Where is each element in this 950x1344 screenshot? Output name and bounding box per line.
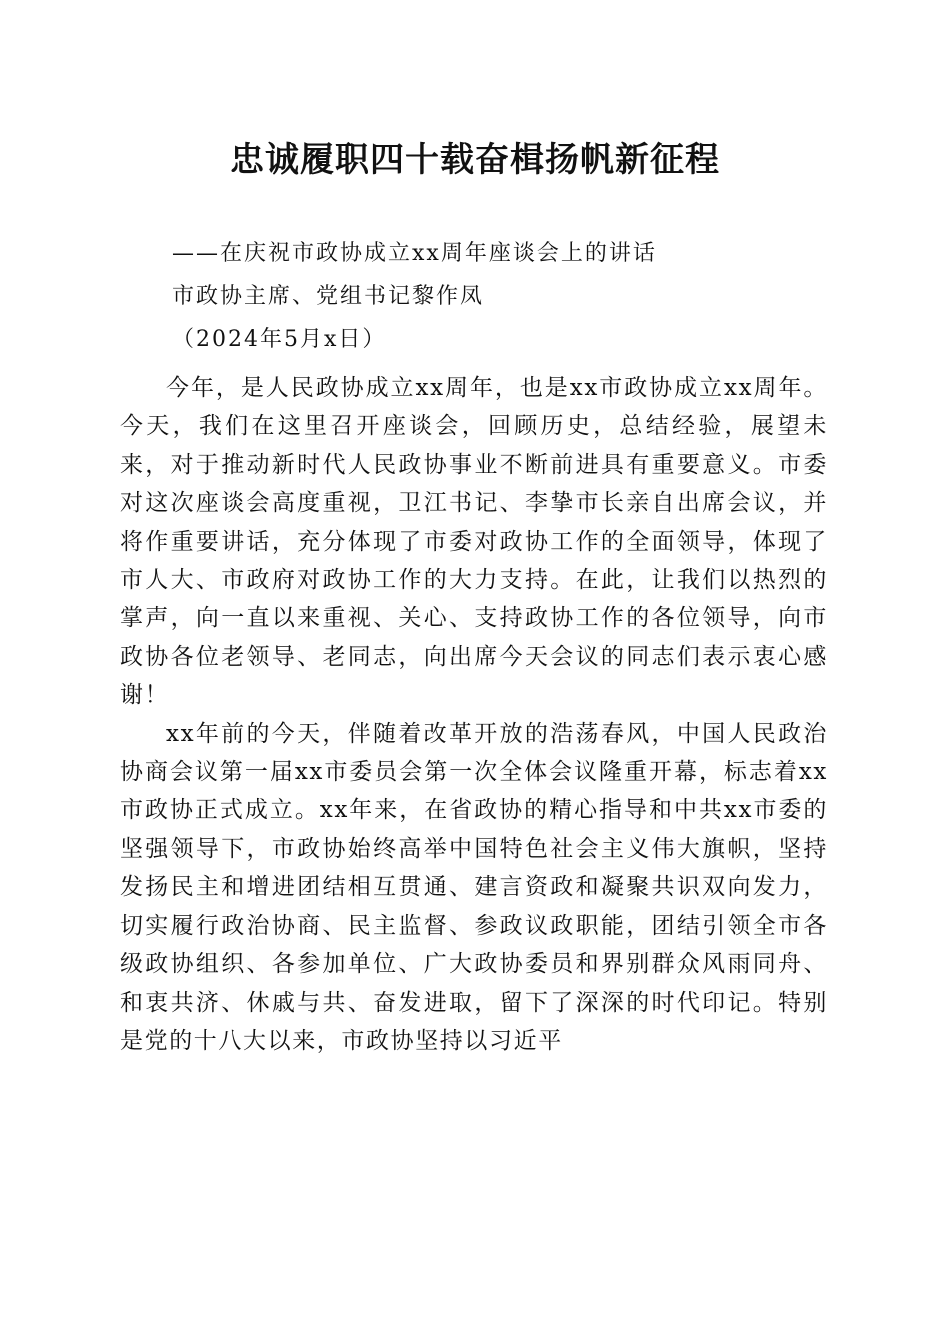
document-subtitle: ——在庆祝市政协成立xx周年座谈会上的讲话 xyxy=(172,241,657,266)
document-body xyxy=(120,369,828,1060)
document-title: 忠诚履职四十载奋楫扬帆新征程 xyxy=(230,140,720,180)
body-paragraph: xx年前的今天，伴随着改革开放的浩荡春风，中国人民政治协商会议第一届xx市委员会第一次全体会议隆重开幕，标志着xx市政协正式成立。xx年来，在省政协的精心指导和中共xx市委的坚强领导下，市政协始终高举中国特色社会主义伟大旗帜，坚持发扬民主和增进团结相互贯通、建言资政和凝聚共识双向发力，切实履行政治协商、民主监督、参政议政职能，团结引领全市各级政协组织、各参加单位、广大政协委员和界别群众风雨同舟、和衷共济、休戚与共、奋发进取，留下了深深的时代印记。特别是党的十八大以来，市政协坚持以习近平 xyxy=(120,720,828,1054)
date-line: （2024年5月x日） xyxy=(172,327,387,352)
speaker-line: 市政协主席、党组书记黎作凤 xyxy=(172,284,485,309)
body-paragraph: 今年，是人民政协成立xx周年，也是xx市政协成立xx周年。今天，我们在这里召开座谈会，回顾历史，总结经验，展望未来，对于推动新时代人民政协事业不断前进具有重要意义。市委对这次座谈会高度重视，卫江书记、李挚市长亲自出席会议，并将作重要讲话，充分体现了市委对政协工作的全面领导，体现了市人大、市政府对政协工作的大力支持。在此，让我们以热烈的掌声，向一直以来重视、关心、支持政协工作的各位领导，向市政协各位老领导、老同志，向出席今天会议的同志们表示衷心感谢！ xyxy=(120,375,828,709)
